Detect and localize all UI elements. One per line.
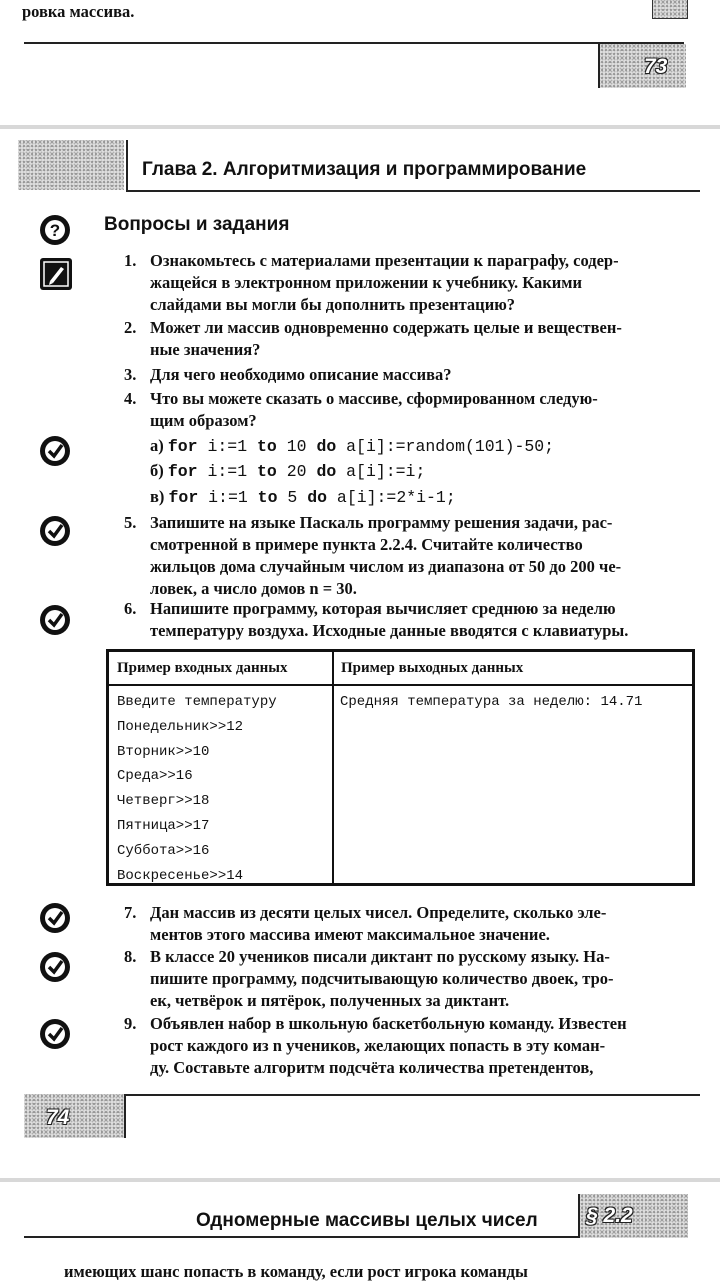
question-number: 9. — [124, 1014, 137, 1033]
question-line: Для чего необходимо описание массива? — [150, 365, 452, 384]
question-number: 4. — [124, 389, 137, 408]
io-input-line: Среда>>16 — [117, 768, 193, 785]
question-line: ек, четвёрок и пятёрок, полученных за диктант. — [150, 991, 510, 1010]
section-title: Вопросы и задания — [104, 214, 290, 235]
check-icon — [40, 952, 70, 982]
code-variant-b: б) for i:=1 to 20 do a[i]:=i; — [150, 461, 426, 481]
chapter-title: Глава 2. Алгоритмизация и программирование — [142, 159, 587, 180]
question-number: 3. — [124, 365, 137, 384]
code-variant-a: а) for i:=1 to 10 do a[i]:=random(101)-50; — [150, 436, 555, 456]
io-input-line: Суббота>>16 — [117, 842, 210, 859]
chapter-header-decoration — [18, 140, 124, 190]
question-number: 5. — [124, 513, 137, 532]
question-line: пишите программу, подсчитывающую количество двоек, тро- — [150, 969, 614, 988]
top-fragment-text: ровка массива. — [22, 2, 135, 21]
question-line: Запишите на языке Паскаль программу решения задачи, рас- — [150, 513, 613, 532]
io-header-input: Пример входных данных — [117, 660, 288, 676]
svg-text:?: ? — [49, 221, 61, 240]
question-number: 8. — [124, 947, 137, 966]
page-separator — [0, 1178, 720, 1182]
io-input-line: Вторник>>10 — [117, 743, 210, 760]
question-number: 2. — [124, 318, 137, 337]
question-line: температуру воздуха. Исходные данные вводятся с клавиатуры. — [150, 621, 629, 640]
section-badge — [578, 1194, 688, 1238]
pencil-icon — [40, 258, 72, 290]
question-line: рост каждого из n учеников, желающих попасть в эту коман- — [150, 1036, 606, 1055]
question-line: ду. Составьте алгоритм подсчёта количества претендентов, — [150, 1058, 594, 1077]
question-line: слайдами вы могли бы дополнить презентацию? — [150, 295, 516, 314]
top-corner-decoration — [652, 0, 688, 19]
io-input-line: Пятница>>17 — [117, 817, 210, 834]
question-icon — [40, 215, 70, 245]
running-header-title: Одномерные массивы целых чисел — [196, 1210, 538, 1231]
page-number-tab-74 — [24, 1094, 700, 1138]
question-number: 6. — [124, 599, 137, 618]
top-rule — [24, 42, 684, 44]
check-icon — [40, 436, 70, 466]
check-icon — [40, 516, 70, 546]
question-line: Дан массив из десяти целых чисел. Определите, сколько эле- — [150, 903, 607, 922]
page-number: 74 — [46, 1106, 70, 1129]
section-badge-label: § 2.2 — [586, 1204, 633, 1227]
page-number: 73 — [644, 55, 668, 78]
question-number: 7. — [124, 903, 137, 922]
io-input-line: Четверг>>18 — [117, 793, 210, 810]
question-line: Что вы можете сказать о массиве, сформированном следую- — [150, 389, 598, 408]
io-output-line: Средняя температура за неделю: 14.71 — [340, 694, 643, 710]
question-line: ловек, а число домов n = 30. — [150, 579, 357, 598]
io-input-lines — [117, 690, 277, 888]
code-variant-c: в) for i:=1 to 5 do a[i]:=2*i-1; — [150, 487, 456, 507]
chapter-header-rule — [126, 190, 700, 192]
question-line: ные значения? — [150, 340, 261, 359]
io-input-line: Воскресенье>>14 — [117, 867, 244, 884]
bottom-fragment-text: имеющих шанс попасть в команду, если рост игрока команды — [64, 1262, 528, 1281]
question-line: Напишите программу, которая вычисляет среднюю за неделю — [150, 599, 616, 618]
running-header-rule — [24, 1236, 580, 1238]
page-separator — [0, 125, 720, 129]
question-line: жильцов дома случайным числом из диапазона от 50 до 200 че- — [150, 557, 622, 576]
io-header-output: Пример выходных данных — [341, 660, 524, 676]
check-icon — [40, 1019, 70, 1049]
io-example-table — [106, 649, 695, 886]
question-line: щим образом? — [150, 411, 257, 430]
question-line: Объявлен набор в школьную баскетбольную команду. Известен — [150, 1014, 627, 1033]
question-line: В классе 20 учеников писали диктант по русскому языку. На- — [150, 947, 610, 966]
question-line: жащейся в электронном приложении к учебнику. Какими — [150, 273, 583, 292]
page-number-tab-73 — [598, 44, 686, 88]
check-icon — [40, 903, 70, 933]
check-icon — [40, 605, 70, 635]
io-input-line: Понедельник>>12 — [117, 718, 244, 735]
question-number: 1. — [124, 251, 137, 270]
io-input-line: Введите температуру — [117, 694, 277, 710]
question-line: Может ли массив одновременно содержать целые и веществен- — [150, 318, 622, 337]
question-line: смотренной в примере пункта 2.2.4. Считайте количество — [150, 535, 583, 554]
question-line: ментов этого массива имеют максимальное значение. — [150, 925, 550, 944]
question-line: Ознакомьтесь с материалами презентации к параграфу, содер- — [150, 251, 619, 270]
chapter-header-rule-vertical — [126, 140, 128, 192]
